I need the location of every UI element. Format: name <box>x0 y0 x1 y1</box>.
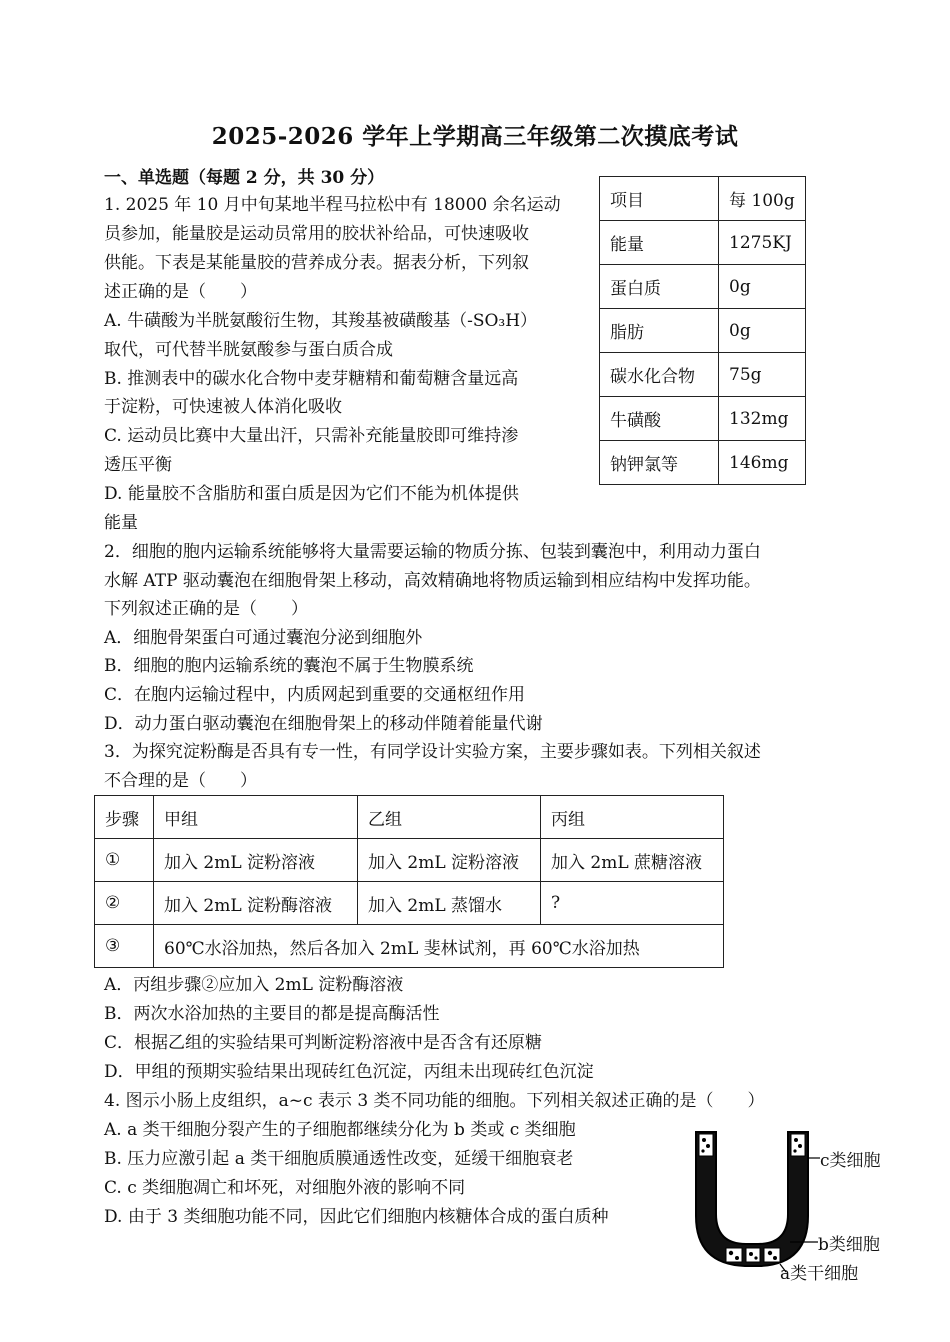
table-cell: 加入 2mL 淀粉溶液 <box>358 839 541 882</box>
cell-c-left <box>699 1134 713 1156</box>
table-cell: 146mg <box>719 441 806 485</box>
q3-option-a: A．丙组步骤②应加入 2mL 淀粉酶溶液 <box>104 975 404 995</box>
q4-option-c: C. c 类细胞凋亡和坏死，对细胞外液的影响不同 <box>104 1178 466 1198</box>
q1-option-b: B. 推测表中的碳水化合物中麦芽糖精和葡萄糖含量远高 <box>104 369 519 389</box>
table-cell: 1275KJ <box>719 221 806 265</box>
q3-option-d: D．甲组的预期实验结果出现砖红色沉淀，丙组未出现砖红色沉淀 <box>104 1062 594 1082</box>
table-cell: 75g <box>719 353 806 397</box>
table-cell: 步骤 <box>95 796 154 839</box>
cell-b <box>746 1248 760 1262</box>
q2-option-b: B．细胞的胞内运输系统的囊泡不属于生物膜系统 <box>104 656 474 676</box>
table-cell: 60℃水浴加热，然后各加入 2mL 斐林试剂，再 60℃水浴加热 <box>154 925 724 968</box>
table-cell: 加入 2mL 淀粉酶溶液 <box>154 882 358 925</box>
q1-option-b: 于淀粉，可快速被人体消化吸收 <box>104 397 342 417</box>
table-row <box>600 353 806 397</box>
table-row <box>600 221 806 265</box>
table-cell: 钠钾氯等 <box>600 441 719 485</box>
table-cell: 每 100g <box>719 177 806 221</box>
cell-c-right <box>791 1134 805 1156</box>
table-cell: ③ <box>95 925 154 968</box>
q1-option-c: C. 运动员比赛中大量出汗，只需补充能量胶即可维持渗 <box>104 426 519 446</box>
q2-option-d: D．动力蛋白驱动囊泡在细胞骨架上的移动伴随着能量代谢 <box>104 714 543 734</box>
villus-figure <box>690 1124 920 1284</box>
table-cell: 碳水化合物 <box>600 353 719 397</box>
label-c-cell: c类细胞 <box>820 1151 881 1171</box>
label-a-stem-cell: a类干细胞 <box>780 1264 859 1284</box>
table-row <box>600 309 806 353</box>
q2-stem-line: 下列叙述正确的是（ ） <box>104 599 308 619</box>
label-b-cell: b类细胞 <box>818 1235 880 1255</box>
experiment-table <box>94 795 724 968</box>
q4-option-b: B. 压力应激引起 a 类干细胞质膜通透性改变，延缓干细胞衰老 <box>104 1149 574 1169</box>
q3-option-b: B．两次水浴加热的主要目的都是提高酶活性 <box>104 1004 440 1024</box>
nutrition-table <box>599 176 806 485</box>
section-heading: 一、单选题（每题 2 分，共 30 分） <box>104 168 385 188</box>
table-cell: 加入 2mL 蒸馏水 <box>358 882 541 925</box>
q1-option-d: 能量 <box>104 513 138 533</box>
q1-option-d: D. 能量胶不含脂肪和蛋白质是因为它们不能为机体提供 <box>104 484 519 504</box>
table-cell: ? <box>541 882 724 925</box>
table-cell: 0g <box>719 309 806 353</box>
q2-option-a: A．细胞骨架蛋白可通过囊泡分泌到细胞外 <box>104 628 423 648</box>
table-row <box>95 882 724 925</box>
table-cell: 132mg <box>719 397 806 441</box>
table-cell: ② <box>95 882 154 925</box>
table-row <box>600 177 806 221</box>
q1-stem-line: 1. 2025 年 10 月中旬某地半程马拉松中有 18000 余名运动 <box>104 195 561 215</box>
table-row <box>95 796 724 839</box>
table-row <box>95 839 724 882</box>
q4-stem: 4. 图示小肠上皮组织，a~c 表示 3 类不同功能的细胞。下列相关叙述正确的是（ ） <box>104 1091 765 1111</box>
q1-option-c: 透压平衡 <box>104 455 172 475</box>
q4-option-a: A. a 类干细胞分裂产生的子细胞都继续分化为 b 类或 c 类细胞 <box>104 1120 576 1140</box>
q1-stem-line: 员参加，能量胶是运动员常用的胶状补给品，可快速吸收 <box>104 224 529 244</box>
table-cell: 能量 <box>600 221 719 265</box>
q2-option-c: C．在胞内运输过程中，内质网起到重要的交通枢纽作用 <box>104 685 526 705</box>
q3-stem-line: 不合理的是（ ） <box>104 771 257 791</box>
table-cell: 0g <box>719 265 806 309</box>
cell-a <box>726 1248 742 1262</box>
table-cell: 丙组 <box>541 796 724 839</box>
table-cell: 项目 <box>600 177 719 221</box>
cell-a <box>764 1248 780 1262</box>
q3-stem-line: 3．为探究淀粉酶是否具有专一性，有同学设计实验方案，主要步骤如表。下列相关叙述 <box>104 742 761 762</box>
q1-stem-line: 供能。下表是某能量胶的营养成分表。据表分析，下列叙 <box>104 253 529 273</box>
table-row <box>600 265 806 309</box>
table-row <box>600 397 806 441</box>
q2-stem-line: 2．细胞的胞内运输系统能够将大量需要运输的物质分拣、包装到囊泡中，利用动力蛋白 <box>104 542 761 562</box>
table-cell: 加入 2mL 淀粉溶液 <box>154 839 358 882</box>
q1-option-a: 取代，可代替半胱氨酸参与蛋白质合成 <box>104 340 393 360</box>
table-cell: 蛋白质 <box>600 265 719 309</box>
exam-title: 2025-2026 学年上学期高三年级第二次摸底考试 <box>211 123 739 150</box>
table-row <box>95 925 724 968</box>
q2-stem-line: 水解 ATP 驱动囊泡在细胞骨架上移动，高效精确地将物质运输到相应结构中发挥功能。 <box>104 571 761 591</box>
table-cell: 加入 2mL 蔗糖溶液 <box>541 839 724 882</box>
table-cell: 牛磺酸 <box>600 397 719 441</box>
q3-option-c: C．根据乙组的实验结果可判断淀粉溶液中是否含有还原糖 <box>104 1033 543 1053</box>
q1-stem-line: 述正确的是（ ） <box>104 282 257 302</box>
table-cell: 脂肪 <box>600 309 719 353</box>
table-cell: 甲组 <box>154 796 358 839</box>
q1-option-a: A. 牛磺酸为半胱氨酸衍生物，其羧基被磺酸基（-SO₃H） <box>104 311 538 331</box>
table-cell: ① <box>95 839 154 882</box>
table-cell: 乙组 <box>358 796 541 839</box>
q4-option-d: D. 由于 3 类细胞功能不同，因此它们细胞内核糖体合成的蛋白质种 <box>104 1207 609 1227</box>
table-row <box>600 441 806 485</box>
